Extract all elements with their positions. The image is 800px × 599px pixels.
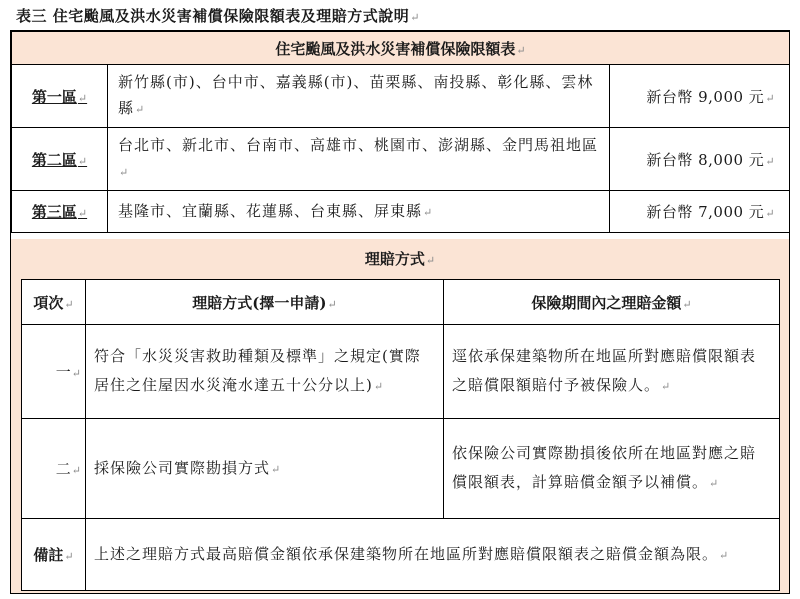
column-header-method: 理賠方式(擇一申請)↵	[86, 280, 444, 325]
claim-method: 採保險公司實際勘損方式↵	[86, 419, 444, 519]
claim-amount: 依保險公司實際勘損後依所在地區對應之賠償限額表，計算賠償金額予以補償。↵	[444, 419, 780, 519]
zone-amount: 新台幣 8,000 元↵	[610, 128, 790, 191]
zone-amount: 新台幣 9,000 元↵	[610, 65, 790, 128]
claims-table	[21, 279, 780, 591]
zone-label: 第二區↵	[12, 128, 108, 191]
table-row	[22, 519, 780, 591]
document-frame	[10, 30, 790, 594]
zone-amount: 新台幣 7,000 元↵	[610, 191, 790, 233]
table-row	[22, 419, 780, 519]
claim-method: 符合「水災災害救助種類及標準」之規定(實際居住之住屋因水災淹水達五十公分以上)↵	[86, 325, 444, 419]
table-row	[12, 65, 790, 128]
item-number: 二↵	[22, 419, 86, 519]
zone-areas: 新竹縣(市)、台中市、嘉義縣(市)、苗栗縣、南投縣、彰化縣、雲林縣↵	[108, 65, 610, 128]
note-label: 備註↵	[22, 519, 86, 591]
zone-label: 第三區↵	[12, 191, 108, 233]
note-text: 上述之理賠方式最高賠償金額依承保建築物所在地區所對應賠償限額表之賠償金額為限。↵	[86, 519, 780, 591]
claims-section	[11, 239, 789, 593]
claims-title: 理賠方式↵	[364, 250, 436, 268]
table-header-row	[22, 280, 780, 325]
column-header-item: 項次↵	[22, 280, 86, 325]
zone-label: 第一區↵	[12, 65, 108, 128]
table-row	[12, 128, 790, 191]
item-number: 一↵	[22, 325, 86, 419]
zone-areas: 基隆市、宜蘭縣、花蓮縣、台東縣、屏東縣↵	[108, 191, 610, 233]
table-row	[12, 191, 790, 233]
claim-amount: 逕依承保建築物所在地區所對應賠償限額表之賠償限額賠付予被保險人。↵	[444, 325, 780, 419]
zone-areas: 台北市、新北市、台南市、高雄市、桃園市、澎湖縣、金門馬祖地區↵	[108, 128, 610, 191]
column-header-amount: 保險期間內之理賠金額↵	[444, 280, 780, 325]
limit-table-title: 住宅颱風及洪水災害補償保險限額表↵	[12, 32, 790, 65]
limit-table	[11, 31, 790, 233]
table-caption: 表三 住宅颱風及洪水災害補償保險限額表及理賠方式說明↵	[16, 7, 420, 25]
table-row	[22, 325, 780, 419]
